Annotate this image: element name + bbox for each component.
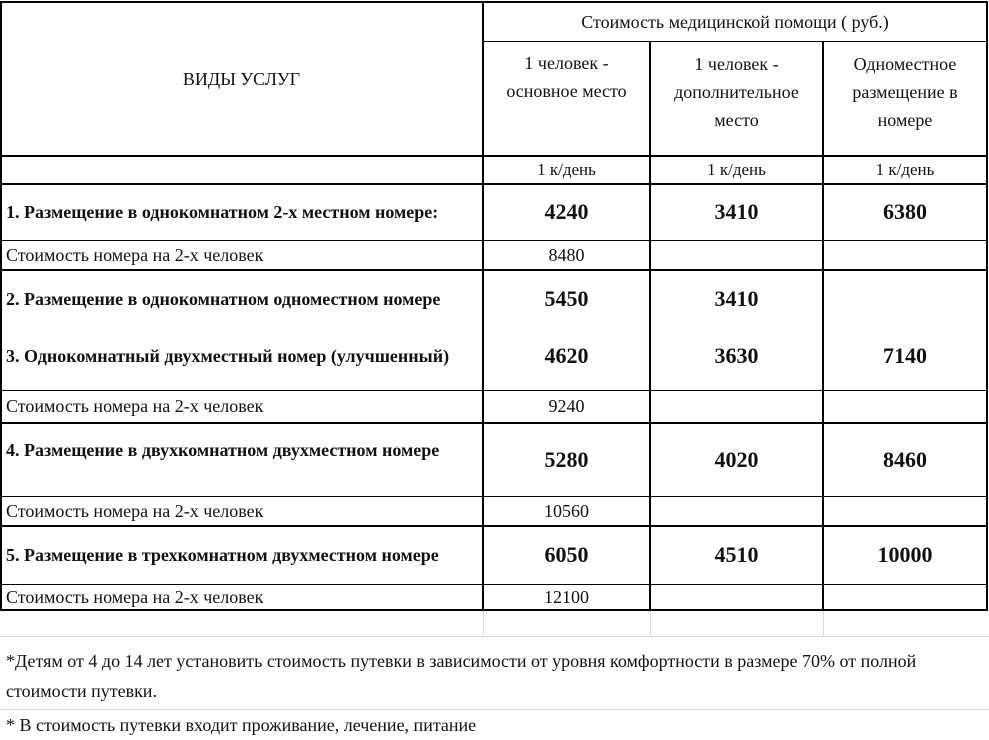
line-h xyxy=(0,240,987,241)
price-main: 5450 xyxy=(544,286,589,311)
children-note: *Детям от 4 до 14 лет установить стоимость путевки в зависимости от уровня комфортности в размере 70% от полной стоимости путевки. xyxy=(6,651,917,701)
price-single: 7140 xyxy=(883,343,927,368)
price-extra: 3630 xyxy=(714,343,759,368)
line-h xyxy=(0,155,987,157)
price-main: 5280 xyxy=(544,447,589,472)
price-main: 6050 xyxy=(544,542,589,567)
room-cost-value: 12100 xyxy=(544,586,589,607)
price-main: 4240 xyxy=(544,199,589,224)
faint-line xyxy=(650,611,651,636)
line-h xyxy=(0,183,987,185)
price-single: 6380 xyxy=(883,199,927,224)
price-extra: 3410 xyxy=(714,286,759,311)
col2-header: 1 человек - дополнительное место xyxy=(674,54,799,130)
service-name: 2. Размещение в однокомнатном одноместном номере xyxy=(6,289,441,309)
line-h xyxy=(0,269,987,271)
line-v xyxy=(822,41,824,611)
price-single: 10000 xyxy=(877,542,933,567)
services-header: ВИДЫ УСЛУГ xyxy=(182,69,301,89)
border-top xyxy=(0,1,987,3)
line-h xyxy=(0,422,987,424)
unit-col3: 1 к/день xyxy=(875,160,935,179)
line-h xyxy=(0,496,987,497)
cost-group-header: Стоимость медицинской помощи ( руб.) xyxy=(581,12,889,32)
room-cost-label: Стоимость номера на 2-х человек xyxy=(6,500,264,521)
faint-line xyxy=(483,611,484,636)
line-h xyxy=(0,584,987,585)
border-left xyxy=(0,1,2,611)
room-cost-label: Стоимость номера на 2-х человек xyxy=(6,244,264,265)
faint-line xyxy=(0,709,989,710)
line-h xyxy=(0,525,987,527)
service-name: 3. Однокомнатный двухместный номер (улучшенный) xyxy=(6,346,450,366)
line-v xyxy=(482,1,484,611)
service-name: 4. Размещение в двухкомнатном двухместном номере xyxy=(6,440,440,460)
unit-col2: 1 к/день xyxy=(707,160,766,179)
faint-line xyxy=(823,611,824,636)
line-v xyxy=(649,41,651,611)
faint-line xyxy=(0,636,989,637)
room-cost-value: 8480 xyxy=(548,244,585,265)
price-extra: 3410 xyxy=(714,199,759,224)
service-name: 5. Размещение в трехкомнатном двухместном номере xyxy=(6,545,439,565)
room-cost-label: Стоимость номера на 2-х человек xyxy=(6,586,264,607)
room-cost-value: 10560 xyxy=(544,500,589,521)
room-cost-label: Стоимость номера на 2-х человек xyxy=(6,395,264,416)
price-main: 4620 xyxy=(544,343,589,368)
price-extra: 4020 xyxy=(714,447,759,472)
line-h xyxy=(0,390,987,391)
room-cost-value: 9240 xyxy=(548,395,585,416)
col3-header: Одноместное размещение в номере xyxy=(852,54,958,130)
border-right xyxy=(986,1,988,611)
col1-header: 1 человек - основное место xyxy=(506,53,627,101)
service-name: 1. Размещение в однокомнатном 2-х местном номере: xyxy=(6,202,439,222)
price-single: 8460 xyxy=(883,447,927,472)
line-h xyxy=(483,41,987,42)
includes-note: * В стоимость путевки входит проживание, лечение, питание xyxy=(6,715,477,735)
price-single xyxy=(823,270,987,328)
unit-col1: 1 к/день xyxy=(537,160,596,179)
price-extra: 4510 xyxy=(714,542,759,567)
line-h xyxy=(0,609,987,611)
